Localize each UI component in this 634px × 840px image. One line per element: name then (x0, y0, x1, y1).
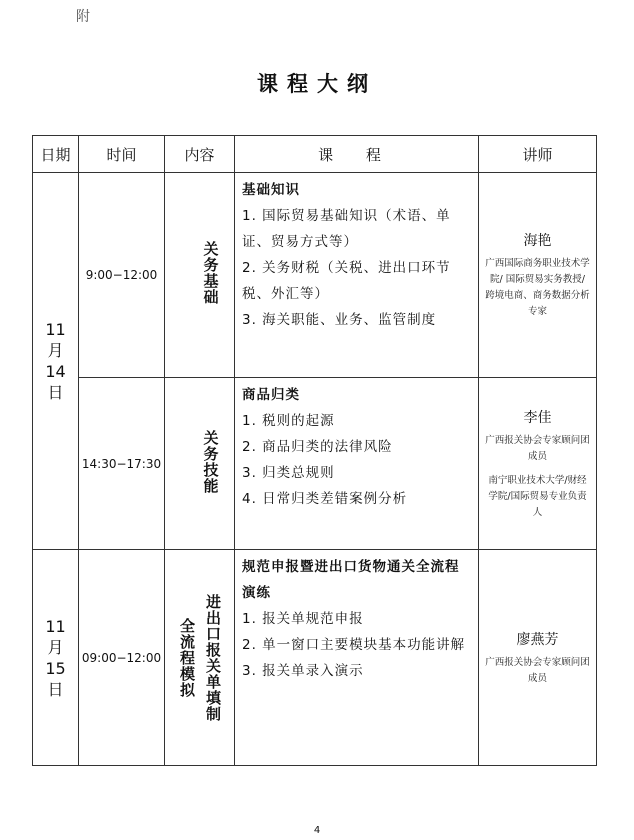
table-row (33, 550, 597, 766)
course-item: 1. 国际贸易基础知识（术语、单证、贸易方式等） (242, 208, 451, 250)
date-line: 日 (47, 383, 64, 402)
course-item: 4. 日常归类差错案例分析 (242, 491, 408, 507)
lecturer-description: 广西国际商务职业技术学院/ 国际贸易实务教授/ 跨境电商、商务数据分析专家 (485, 258, 590, 317)
lecturer-description: 南宁职业技术大学/财经学院/国际贸易专业负责人 (488, 474, 587, 518)
date-line: 14 (45, 362, 66, 381)
lecturer-description: 广西报关协会专家顾问团成员 (485, 656, 590, 684)
course-title: 基础知识 (242, 182, 300, 198)
course-item: 1. 税则的起源 (242, 413, 335, 429)
content-cell (165, 173, 235, 378)
header-course: 课 程 (235, 136, 479, 173)
lecturer-cell (479, 378, 597, 550)
time-cell: 9:00−12:00 (79, 173, 165, 378)
syllabus-table (32, 135, 597, 766)
table-row (33, 173, 597, 378)
lecturer-name: 廖燕芳 (516, 631, 559, 648)
date-line: 11 (45, 320, 66, 339)
date-cell-day2 (33, 550, 79, 766)
course-item: 3. 报关单录入演示 (242, 663, 364, 679)
course-title: 规范申报暨进出口货物通关全流程演练 (242, 559, 460, 601)
content-label: 关务基础 (201, 241, 220, 305)
lecturer-cell (479, 173, 597, 378)
date-line: 月 (47, 341, 64, 360)
content-cell (165, 550, 235, 766)
page-title: 课程大纲 (257, 72, 377, 96)
course-item: 1. 报关单规范申报 (242, 611, 364, 627)
lecturer-name: 李佳 (523, 409, 552, 426)
content-label: 关务技能 (201, 429, 220, 494)
content-label: 全流程模拟 (177, 617, 196, 698)
lecturer-cell (479, 550, 597, 766)
course-item: 2. 单一窗口主要模块基本功能讲解 (242, 637, 466, 653)
header-time: 时间 (79, 136, 165, 173)
header-content: 内容 (165, 136, 235, 173)
course-title: 商品归类 (242, 387, 300, 403)
lecturer-name: 海艳 (523, 233, 552, 249)
time-cell: 14:30−17:30 (79, 378, 165, 550)
course-cell (235, 173, 479, 378)
date-line: 15 (45, 658, 66, 678)
table-row (33, 378, 597, 550)
header-date: 日期 (33, 136, 79, 173)
course-item: 2. 关务财税（关税、进出口环节税、外汇等） (242, 260, 451, 302)
course-item: 3. 海关职能、业务、监管制度 (242, 312, 437, 328)
course-item: 2. 商品归类的法律风险 (242, 439, 393, 455)
time-cell: 09:00−12:00 (79, 550, 165, 766)
lecturer-description: 广西报关协会专家顾问团成员 (485, 434, 590, 462)
date-line: 日 (47, 679, 64, 699)
content-label: 进出口报关单填制 (204, 593, 223, 722)
attachment-label: 附 (76, 9, 90, 25)
content-cell (165, 378, 235, 550)
course-item: 3. 归类总规则 (242, 465, 335, 481)
table-header-row (33, 136, 597, 173)
header-lecturer: 讲师 (479, 136, 597, 173)
date-line: 11 (45, 616, 66, 636)
date-cell-day1 (33, 173, 79, 550)
course-cell (235, 378, 479, 550)
page-number: 4 (313, 825, 321, 836)
date-line: 月 (47, 637, 64, 657)
course-cell (235, 550, 479, 766)
